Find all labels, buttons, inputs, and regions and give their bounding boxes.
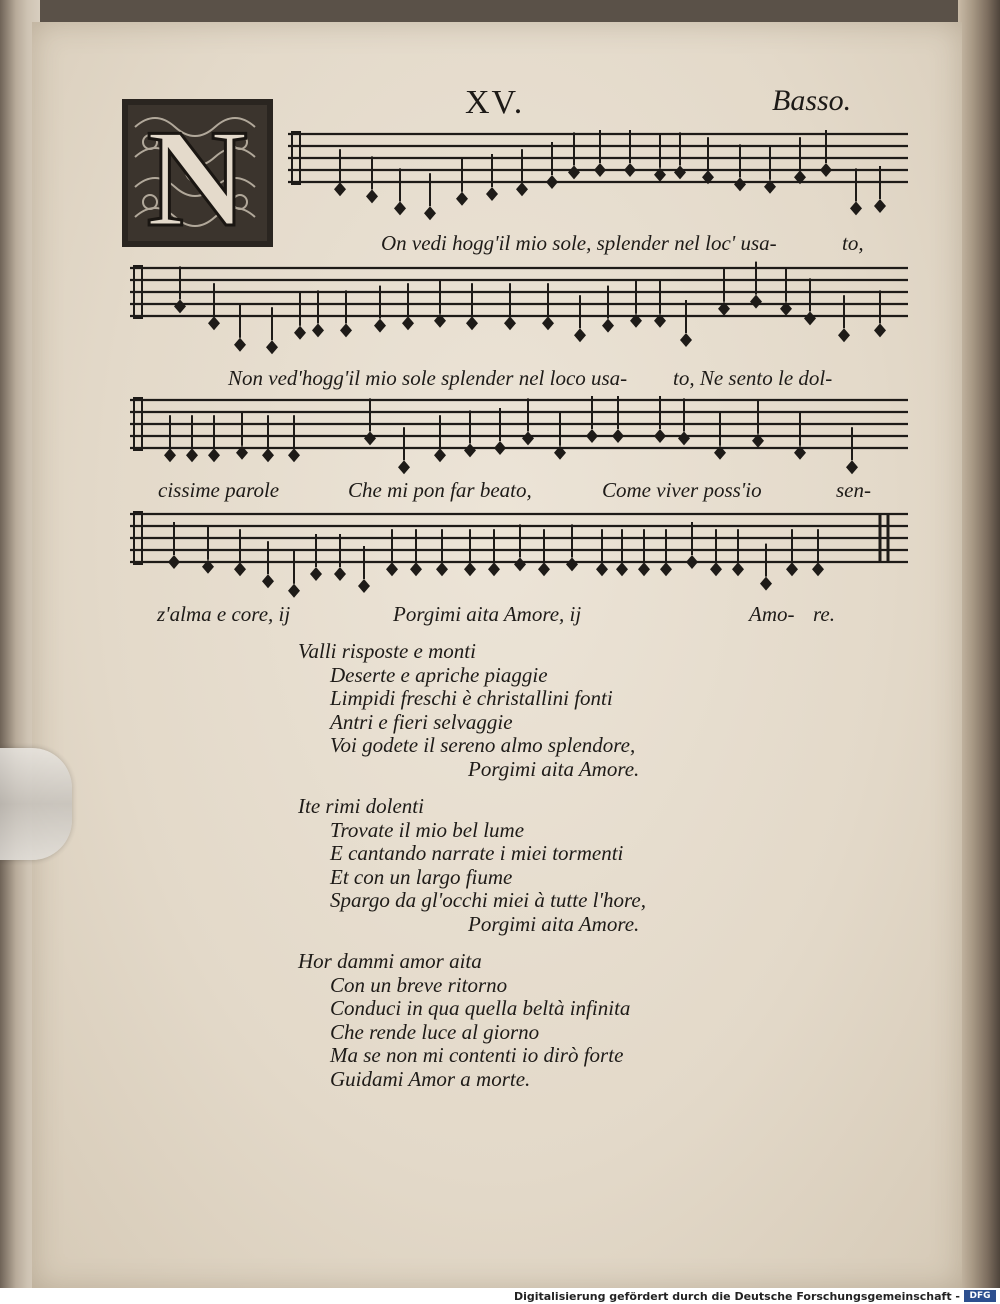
lyric-line-4a: z'alma e core, ij: [157, 602, 291, 626]
note-head: [504, 316, 516, 330]
note-head: [186, 448, 198, 462]
lyric-line-4c: Amo-: [749, 602, 795, 626]
note-head: [494, 441, 506, 455]
poem-refrain: Porgimi aita Amore.: [468, 911, 640, 936]
note-head: [602, 319, 614, 333]
note-head: [168, 555, 180, 569]
staff-2: [130, 262, 908, 355]
note-head: [820, 163, 832, 177]
note-head: [312, 323, 324, 337]
piece-number: XV.: [465, 84, 525, 121]
note-head: [594, 163, 606, 177]
note-head: [234, 338, 246, 352]
poem-line: Spargo da gl'occhi miei à tutte l'hore,: [330, 888, 646, 912]
note-head: [546, 175, 558, 189]
note-head: [760, 577, 772, 591]
note-head: [574, 328, 586, 342]
lyric-line-3b: Che mi pon far beato,: [348, 478, 532, 502]
note-head: [436, 562, 448, 576]
lyric-line-4d: re.: [813, 602, 835, 626]
note-head: [410, 562, 422, 576]
note-head: [542, 316, 554, 330]
lyric-line-4b: Porgimi aita Amore, ij: [393, 602, 582, 626]
lyric-line-3a: cissime parole: [158, 478, 280, 502]
note-head: [874, 199, 886, 213]
note-head: [402, 316, 414, 330]
stanza-3: [298, 950, 646, 1091]
note-head: [522, 431, 534, 445]
poem-line: Ite rimi dolenti: [298, 794, 424, 818]
note-head: [488, 562, 500, 576]
note-head: [514, 557, 526, 571]
note-head: [850, 201, 862, 215]
dfg-logo: DFG: [964, 1290, 996, 1302]
note-head: [340, 323, 352, 337]
note-head: [612, 429, 624, 443]
note-head: [310, 567, 322, 581]
note-head: [486, 187, 498, 201]
poem-line: Valli risposte e monti: [298, 639, 476, 663]
note-head: [358, 579, 370, 593]
note-head: [424, 206, 436, 220]
note-head: [386, 562, 398, 576]
poem-line: Hor dammi amor aita: [298, 949, 482, 973]
note-head: [566, 557, 578, 571]
note-head: [846, 460, 858, 474]
note-head: [266, 340, 278, 354]
poem-refrain: Porgimi aita Amore.: [468, 756, 640, 781]
poem-line: Che rende luce al giorno: [330, 1019, 540, 1044]
poem-line: Limpidi freschi è christallini fonti: [330, 686, 613, 710]
note-head: [464, 443, 476, 457]
lyric-line-2: Non ved'hogg'il mio sole splender nel loco usa-: [228, 366, 628, 390]
note-head: [750, 295, 762, 309]
poem-line: Con un breve ritorno: [330, 972, 508, 997]
note-head: [516, 182, 528, 196]
note-head: [374, 319, 386, 333]
note-head: [434, 448, 446, 462]
staff-3: [130, 396, 908, 474]
note-head: [654, 429, 666, 443]
poem-line: Voi godete il sereno almo splendore,: [330, 733, 636, 757]
note-head: [568, 165, 580, 179]
note-head: [334, 182, 346, 196]
note-head: [680, 333, 692, 347]
note-head: [208, 448, 220, 462]
note-head: [466, 316, 478, 330]
note-head: [394, 201, 406, 215]
note-head: [456, 192, 468, 206]
note-head: [674, 165, 686, 179]
note-head: [638, 562, 650, 576]
note-head: [710, 562, 722, 576]
note-head: [804, 311, 816, 325]
lyric-line-1-end: to,: [842, 231, 864, 255]
staff-4: [130, 512, 908, 598]
note-head: [164, 448, 176, 462]
note-head: [262, 448, 274, 462]
lyric-line-3d: sen-: [836, 478, 871, 502]
note-head: [174, 299, 186, 313]
note-head: [262, 574, 274, 588]
note-head: [686, 555, 698, 569]
note-head: [616, 562, 628, 576]
poem-line: Et con un largo fiume: [330, 864, 513, 889]
note-head: [288, 448, 300, 462]
note-head: [596, 562, 608, 576]
poem-line: Antri e fieri selvaggie: [330, 709, 513, 734]
poem-line: Trovate il mio bel lume: [330, 817, 525, 842]
voice-part-label: Basso.: [772, 84, 852, 117]
note-head: [464, 562, 476, 576]
svg-text:N: N: [146, 101, 248, 249]
note-head: [734, 177, 746, 191]
lyric-line-3c: Come viver poss'io: [602, 478, 762, 502]
note-head: [208, 316, 220, 330]
lyric-line-1: On vedi hogg'il mio sole, splender nel loc' usa-: [381, 231, 777, 255]
poem-line: Deserte e apriche piaggie: [330, 662, 548, 687]
note-head: [786, 562, 798, 576]
note-head: [732, 562, 744, 576]
footer-credit: Digitalisierung gefördert durch die Deutsche Forschungsgemeinschaft -: [513, 1290, 960, 1303]
poem-line: Guidami Amor a morte.: [330, 1066, 531, 1091]
note-head: [334, 567, 346, 581]
note-head: [398, 460, 410, 474]
stanza-1: [298, 640, 646, 781]
note-head: [678, 431, 690, 445]
poem-line: Ma se non mi contenti io dirò forte: [330, 1043, 624, 1067]
note-head: [838, 328, 850, 342]
stanza-2: [298, 795, 646, 936]
poem-line: Conduci in qua quella beltà infinita: [330, 996, 631, 1020]
note-head: [294, 326, 306, 340]
note-head: [234, 562, 246, 576]
lyric-line-2-end: to, Ne sento le dol-: [673, 366, 833, 390]
note-head: [660, 562, 672, 576]
note-head: [586, 429, 598, 443]
staff-1: [288, 130, 908, 220]
note-head: [288, 584, 300, 598]
note-head: [366, 189, 378, 203]
note-head: [538, 562, 550, 576]
note-head: [874, 323, 886, 337]
note-head: [812, 562, 824, 576]
note-head: [364, 431, 376, 445]
poem-text: [298, 640, 646, 1105]
note-head: [624, 163, 636, 177]
poem-line: E cantando narrate i miei tormenti: [330, 841, 624, 865]
